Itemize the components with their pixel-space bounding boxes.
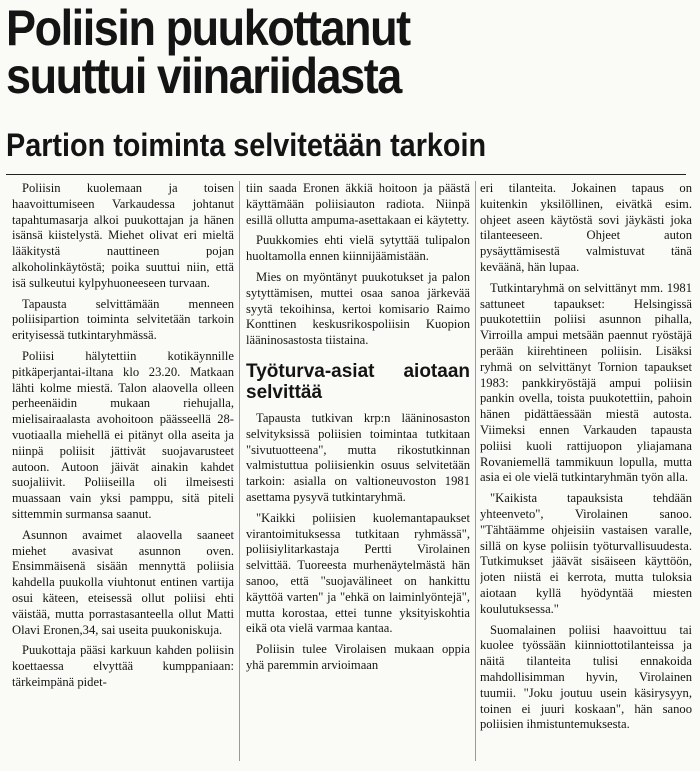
headline-line-1: Poliisin puukottanut	[6, 0, 410, 56]
headline-divider	[6, 174, 686, 175]
headline	[6, 0, 582, 104]
paragraph: Puukkomies ehti vielä sytyttää tulipalon huoltamolla ennen kiinnijäämistään.	[246, 233, 470, 264]
paragraph: Poliisin kuolemaan ja toisen haavoittumiseen Varkaudessa johtanut tapahtumasarja alkoi puukottajan ja hänen isänsä kiistelystä. Miehet olivat eri mieltä lääkitystä nauttineen pojan alkoholinkäytöstä; poika suuttui niin, että isä sulkeutui kylpyhuoneeseen turvaan.	[12, 181, 234, 290]
paragraph: Mies on myöntänyt puukotukset ja palon sytyttämisen, muttei osaa sanoa järkevää syytä tekoihinsa, kertoi komisario Raimo Konttinen keskusrikospoliisin Kuopion lääninosastosta tiistaina.	[246, 269, 470, 348]
paragraph: Suomalainen poliisi haavoittuu tai kuolee työssään kiinniottotilanteissa ja näitä tilanteita tulisi ennakoida mahdollisimman hyvin, Virolainen tuumii. "Joku joutuu usein käsirysyyn, toinen ei juuri koskaan", hän sanoo poliisien ihmistuntemuksesta.	[480, 622, 692, 732]
paragraph: Tutkintaryhmä on selvittänyt mm. 1981 sattuneet tapaukset: Helsingissä puukotettiin poliisi asunnon pihalla, Virroilla ampui metsään paennut ryöstäjä perään kiirehtineen poliisin. Lisäksi ryhmä on selvittänyt Tornion tapaukset 1983: pankkiryöstäjä ampui poliisin pankin ovella, toista puukotettiin, pahoin hänen pidättäessään miestä autosta. Viimeksi ennen Varkauden tapausta poliisi kuoli rattijuopon yliajamana Rovaniemellä tammikuun lopulla, mutta asia ei ole vielä tutkintaryhmän työn alla.	[480, 280, 692, 485]
paragraph: Poliisin tulee Virolaisen mukaan oppia yhä paremmin arvioimaan	[246, 642, 470, 672]
paragraph: Tapausta tutkivan krp:n lääninosaston selvityksissä poliisien toimintaa tutkitaan "sivutuotteena", mutta rikostutkinnan valmistuttua poliisienkin osuus selvitetään tarkoin: asialla on valtioneuvoston 1981 asettama pysyvä tutkintaryhmä.	[246, 410, 470, 504]
column-divider-1	[239, 181, 240, 761]
article-column-2	[246, 181, 470, 763]
column-divider-2	[475, 181, 476, 761]
paragraph: Tapausta selvittämään menneen poliisipartion toiminta selvitetään tarkoin erityisessä tutkintaryhmässä.	[12, 296, 234, 343]
paragraph: "Kaikista tapauksista tehdään yhteenveto", Virolainen sanoo. "Tähtäämme ohjeisiin vastaisen varalle, sillä on kyse poliisin työturvallisuudesta. Tutkimukset jäävät sisäiseen käyttöön, joten niistä ei kerrota, mutta tuloksia aiotaan kyllä hyödyntää miesten koulutuksessa."	[480, 491, 692, 616]
paragraph: "Kaikki poliisien kuolemantapaukset virantoimituksessa tutkitaan ryhmässä", poliisiylitarkastaja Pertti Virolainen selvittää. Tuoreesta murhenäytelmästä hän sanoo, että "suojavälineet on hankittu käyttöä varten" ja "ehkä on laiminlyöntejä", mutta korostaa, ettei tunne yksityiskohtia eikä ota vielä varmaa kantaa.	[246, 510, 470, 636]
paragraph: Puukottaja pääsi karkuun kahden poliisin koettaessa elvyttää kumppaniaan: tärkeimpänä pidet-	[12, 643, 234, 689]
article-column-1	[12, 181, 234, 763]
section-heading: Työturva-asiat aiotaan selvittää	[246, 360, 470, 403]
article-column-3	[480, 181, 692, 763]
paragraph: tiin saada Eronen äkkiä hoitoon ja päästä käyttämään poliisiauton radiota. Niinpä esillä ollutta ampuma-asettakaan ei käytetty.	[246, 181, 470, 227]
paragraph: Poliisi hälytettiin kotikäynnille pitkäperjantai-iltana klo 23.20. Matkaan lähti kolme miestä. Talon alaovella olleen perheenäidin mukaan riehujalla, mielisairaalasta avohoitoon päässeellä 28-vuotiaalla miehellä ei pitänyt olla aseita ja niinpä poliisit jättivät suojavarusteet autoon. Autoon jäivät ainakin kahdet suojaliivit. Poliiseilla oli ilmeisesti muassaan vain yksi pamppu, sitä piteli sittemmin surmansa saanut.	[12, 348, 234, 521]
headline-line-2: suuttui viinariidasta	[6, 48, 401, 104]
subheadline: Partion toiminta selvitetään tarkoin	[6, 127, 487, 163]
paragraph: eri tilanteita. Jokainen tapaus on kuitenkin yksilöllinen, eivätkä esim. ohjeet aseen käytöstä sovi jäykästi joka tilanteeseen. Ohjeet auton pysäyttämisestä valmistuvat tänä keväänä, hän lupaa.	[480, 181, 692, 274]
paragraph: Asunnon avaimet alaovella saaneet miehet avasivat asunnon oven. Ensimmäisenä sisään mennyttä poliisia kahdella puukolla viuhtonut entinen vartija osui käteen, eteisessä ollut poliisi ehti väistää, mutta porrastasanteella ollut Matti Olavi Eronen,34, sai useita puukoniskuja.	[12, 527, 234, 637]
